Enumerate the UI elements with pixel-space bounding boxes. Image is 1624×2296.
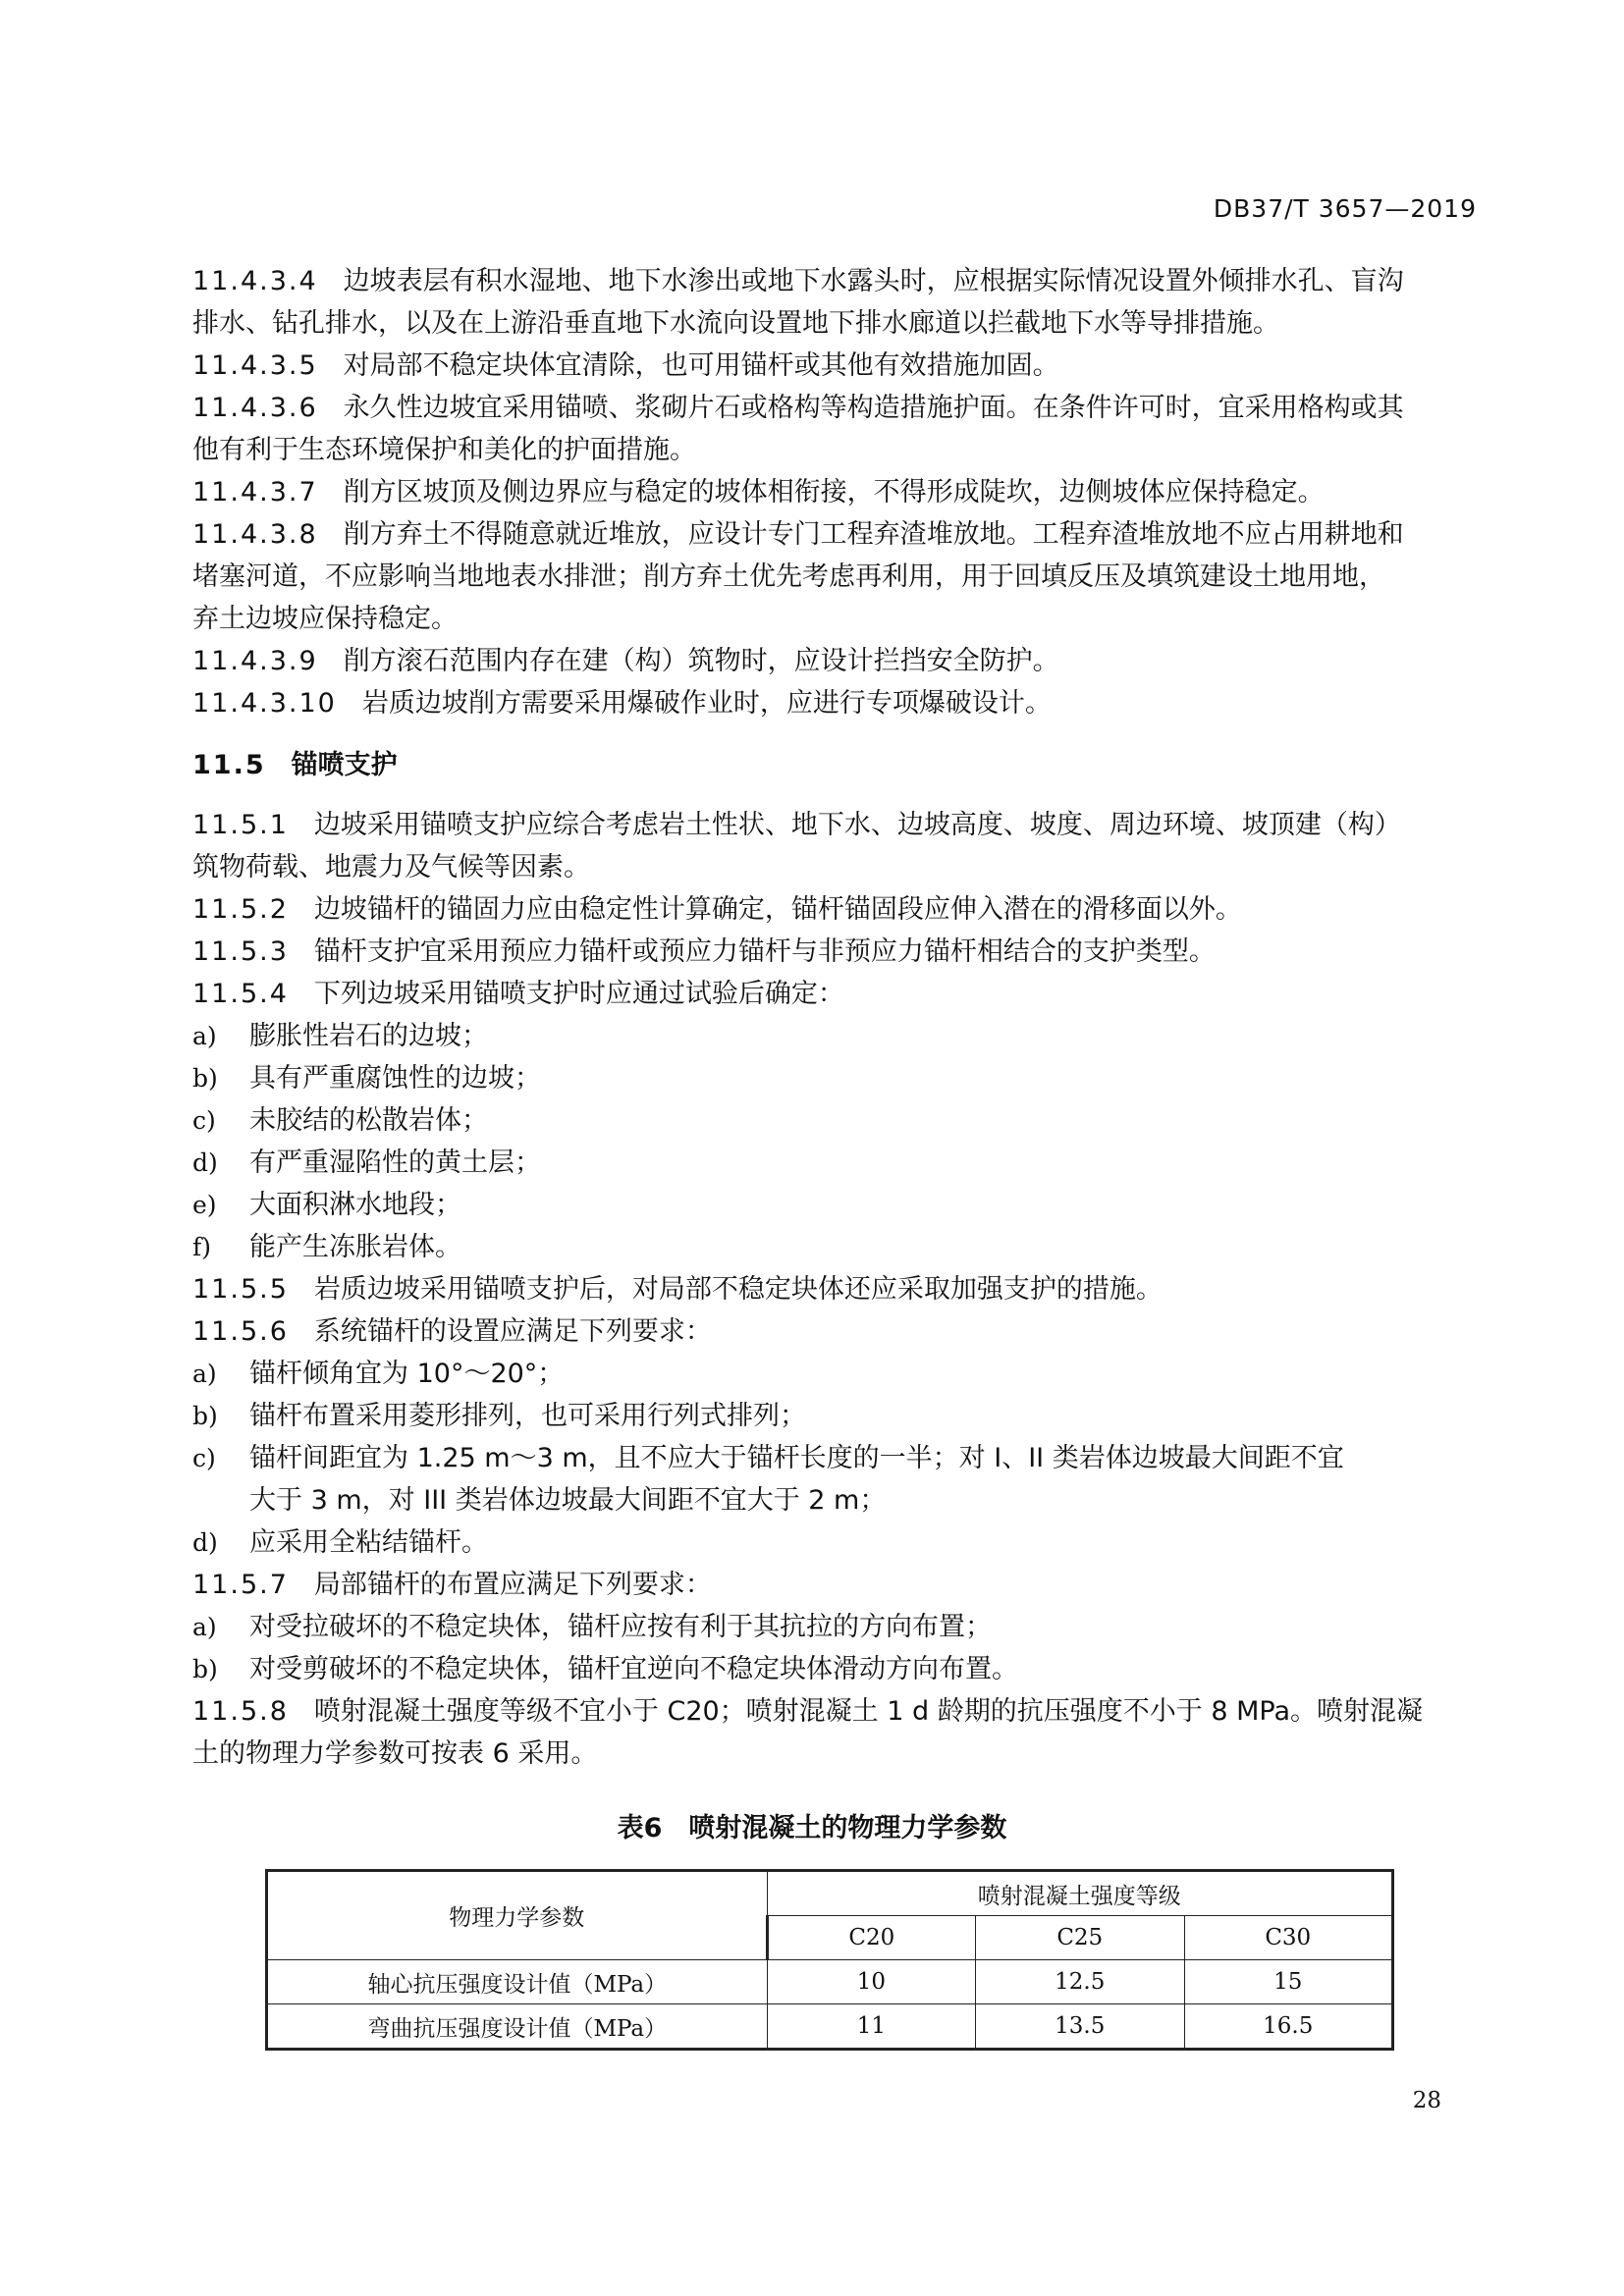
section-title: 锚喷支护 [291, 750, 398, 780]
list-item [192, 1184, 1479, 1226]
clause-text: 削方滚石范围内存在建（构）筑物时，应设计拦挡安全防护。 [343, 646, 1059, 676]
clause-text-cont: 他有利于生态环境保护和美化的护面措施。 [192, 435, 696, 465]
clause-text-cont: 堵塞河道，不应影响当地地表水排泄；削方弃土优先考虑再利用，用于回填反压及填筑建设土地用地， [192, 561, 1385, 592]
section-heading [192, 744, 1479, 786]
clause-number: 11.5.6 [192, 1316, 289, 1347]
list-item-text-cont: 大于 3 m，对 III 类岩体边坡最大间距不宜大于 2 m； [249, 1485, 887, 1516]
clause-text: 局部锚杆的布置应满足下列要求： [313, 1570, 712, 1600]
clause-text: 岩质边坡削方需要采用爆破作业时，应进行专项爆破设计。 [361, 688, 1052, 719]
list-item [192, 1226, 1479, 1268]
table-row [267, 2004, 1393, 2050]
list-marker: b) [192, 1402, 218, 1430]
clause-text-cont: 筑物荷载、地震力及气候等因素。 [192, 852, 590, 882]
clause-text: 边坡锚杆的锚固力应由稳定性计算确定，锚杆锚固段应伸入潜在的滑移面以外。 [313, 894, 1242, 925]
grade-cell: C25 [976, 1916, 1184, 1960]
clause-text: 边坡表层有积水湿地、地下水渗出或地下水露头时，应根据实际情况设置外倾排水孔、盲沟 [343, 266, 1404, 296]
value-cell: 16.5 [1184, 2004, 1393, 2050]
list-item-text: 对受拉破坏的不稳定块体，锚杆应按有利于其抗拉的方向布置； [249, 1612, 992, 1642]
page-number: 28 [1412, 2088, 1441, 2113]
clause-11-4-3-4 [192, 260, 1479, 345]
grade-cell: C20 [767, 1916, 975, 1960]
list-item [192, 1353, 1479, 1395]
list-item-text: 对受剪破坏的不稳定块体，锚杆宜逆向不稳定块体滑动方向布置。 [249, 1654, 1018, 1684]
value-cell: 13.5 [976, 2004, 1184, 2050]
list-marker: e) [192, 1191, 217, 1219]
clause-text: 喷射混凝土强度等级不宜小于 C20；喷射混凝土 1 d 龄期的抗压强度不小于 8 MPa。喷射混凝 [313, 1696, 1423, 1727]
list-marker: b) [192, 1655, 218, 1683]
clause-number: 11.4.3.4 [192, 266, 318, 296]
list-item [192, 1648, 1479, 1690]
clause-text: 锚杆支护宜采用预应力锚杆或预应力锚杆与非预应力锚杆相结合的支护类型。 [313, 936, 1216, 967]
clause-11-5-6 [192, 1310, 1479, 1353]
list-item-text: 大面积淋水地段； [249, 1190, 461, 1220]
value-cell: 15 [1184, 1960, 1393, 2004]
clause-11-4-3-6 [192, 387, 1479, 471]
clause-number: 11.5.8 [192, 1696, 289, 1727]
grade-header-cell: 喷射混凝土强度等级 [767, 1871, 1392, 1916]
value-cell: 12.5 [976, 1960, 1184, 2004]
clause-number: 11.5.4 [192, 979, 289, 1009]
clause-text: 下列边坡采用锚喷支护时应通过试验后确定： [313, 979, 844, 1009]
clause-number: 11.5.1 [192, 810, 289, 840]
clause-number: 11.4.3.10 [192, 688, 337, 719]
list-marker: a) [192, 1360, 217, 1388]
row-label-cell: 轴心抗压强度设计值（MPa） [267, 1960, 768, 2004]
list-item [192, 1522, 1479, 1564]
clause-text-cont: 排水、钻孔排水，以及在上游沿垂直地下水流向设置地下排水廊道以拦截地下水等导排措施。 [192, 308, 1279, 339]
clause-11-4-3-5 [192, 345, 1479, 387]
list-item [192, 1099, 1479, 1142]
clause-text: 边坡采用锚喷支护应综合考虑岩土性状、地下水、边坡高度、坡度、周边环境、坡顶建（构） [313, 810, 1401, 840]
clause-text: 削方弃土不得随意就近堆放，应设计专门工程弃渣堆放地。工程弃渣堆放地不应占用耕地和 [343, 519, 1404, 550]
clause-text: 对局部不稳定块体宜清除，也可用锚杆或其他有效措施加固。 [343, 350, 1059, 381]
list-marker: f) [192, 1233, 212, 1261]
list-item [192, 1057, 1479, 1099]
clause-11-4-3-8 [192, 513, 1479, 640]
clause-11-5-2 [192, 888, 1479, 931]
list-item-text: 未胶结的松散岩体； [249, 1105, 488, 1136]
clause-11-5-1 [192, 804, 1479, 888]
list-item [192, 1606, 1479, 1648]
clause-11-4-3-10 [192, 682, 1479, 724]
clause-11-5-7 [192, 1564, 1479, 1606]
table-header-row [267, 1871, 1393, 1916]
list-item [192, 1142, 1479, 1184]
clause-number: 11.5.2 [192, 894, 289, 925]
list-item [192, 1395, 1479, 1437]
clause-text: 永久性边坡宜采用锚喷、浆砌片石或格构等构造措施护面。在条件许可时，宜采用格构或其 [343, 393, 1404, 423]
list-item [192, 1437, 1479, 1522]
clause-11-5-8 [192, 1690, 1479, 1775]
clause-number: 11.5.3 [192, 936, 289, 967]
table-row [267, 1960, 1393, 2004]
list-marker: d) [192, 1148, 218, 1177]
param-header-cell: 物理力学参数 [267, 1871, 768, 1960]
list-marker: c) [192, 1106, 216, 1135]
clause-11-5-3 [192, 931, 1479, 973]
list-marker: a) [192, 1022, 217, 1050]
list-item-text: 具有严重腐蚀性的边坡； [249, 1063, 541, 1094]
clause-text: 削方区坡顶及侧边界应与稳定的坡体相衔接，不得形成陡坎，边侧坡体应保持稳定。 [343, 477, 1325, 507]
clause-number: 11.5.5 [192, 1274, 289, 1305]
document-code: DB37/T 3657—2019 [1213, 194, 1477, 223]
clause-number: 11.5.7 [192, 1570, 289, 1600]
clause-text-cont: 弃土边坡应保持稳定。 [192, 604, 458, 634]
clause-number: 11.4.3.8 [192, 519, 318, 550]
list-item-text: 锚杆倾角宜为 10°～20°； [249, 1359, 565, 1389]
list-item [192, 1015, 1479, 1057]
clause-11-4-3-9 [192, 640, 1479, 682]
list-item-text: 锚杆间距宜为 1.25 m～3 m，且不应大于锚杆长度的一半；对 I、II 类岩体边坡最大间距不宜 [249, 1443, 1344, 1473]
list-item-text: 能产生冻胀岩体。 [249, 1232, 461, 1262]
list-item-text: 膨胀性岩石的边坡； [249, 1021, 488, 1051]
list-item-text: 锚杆布置采用菱形排列，也可采用行列式排列； [249, 1401, 806, 1431]
list-marker: b) [192, 1064, 218, 1093]
clause-text: 系统锚杆的设置应满足下列要求： [313, 1316, 712, 1347]
grade-cell: C30 [1184, 1916, 1393, 1960]
row-label-cell: 弯曲抗压强度设计值（MPa） [267, 2004, 768, 2050]
clause-number: 11.4.3.6 [192, 393, 318, 423]
clause-11-5-4 [192, 973, 1479, 1015]
clause-number: 11.4.3.5 [192, 350, 318, 381]
list-item-text: 应采用全粘结锚杆。 [249, 1527, 488, 1558]
value-cell: 10 [767, 1960, 975, 2004]
page-body [192, 260, 1479, 1775]
list-marker: a) [192, 1613, 217, 1641]
list-marker: d) [192, 1528, 218, 1557]
clause-number: 11.4.3.9 [192, 646, 318, 676]
clause-11-4-3-7 [192, 471, 1479, 513]
list-marker: c) [192, 1444, 216, 1472]
concrete-params-table [265, 1869, 1394, 2051]
clause-text-cont: 土的物理力学参数可按表 6 采用。 [192, 1738, 598, 1769]
value-cell: 11 [767, 2004, 975, 2050]
clause-11-5-5 [192, 1268, 1479, 1310]
table-caption: 表6 喷射混凝土的物理力学参数 [617, 1813, 1007, 1843]
clause-number: 11.4.3.7 [192, 477, 318, 507]
list-item-text: 有严重湿陷性的黄土层； [249, 1148, 541, 1178]
clause-text: 岩质边坡采用锚喷支护后，对局部不稳定块体还应采取加强支护的措施。 [313, 1274, 1163, 1305]
section-number: 11.5 [192, 750, 266, 780]
